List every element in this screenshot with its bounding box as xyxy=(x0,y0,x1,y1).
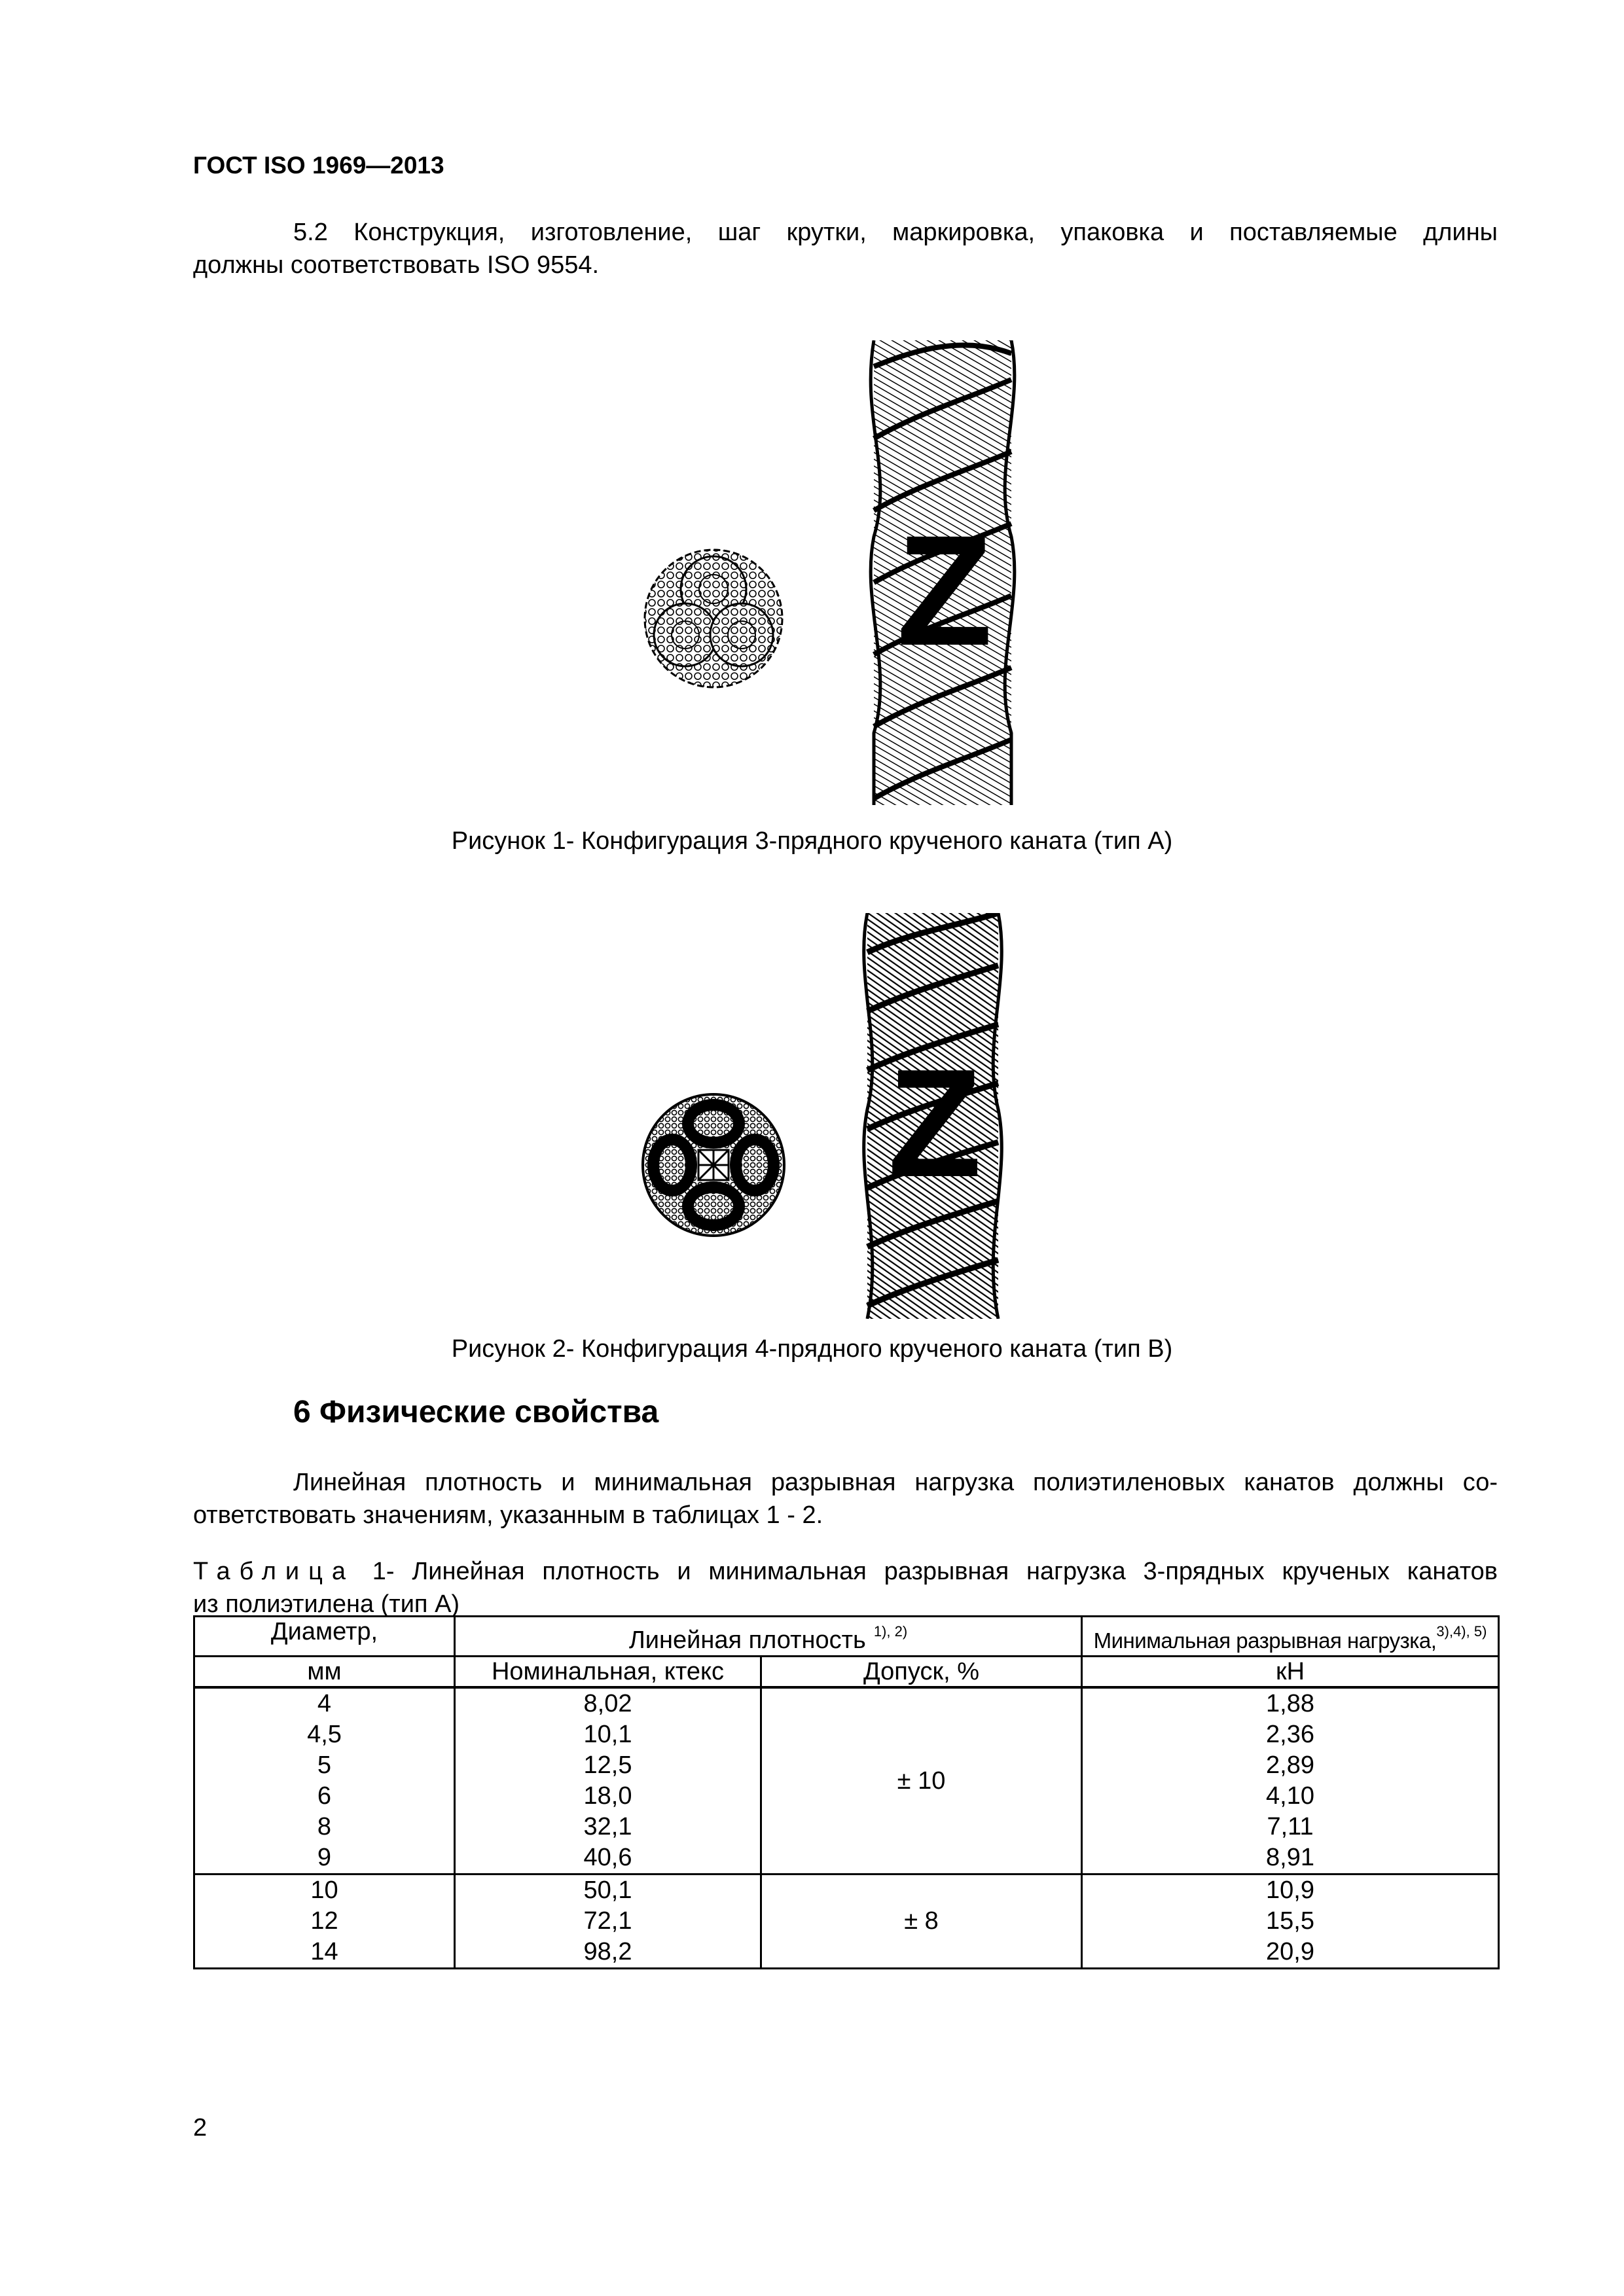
table1-group1-nominals xyxy=(455,1687,761,1874)
clause-5-2 xyxy=(193,216,1498,281)
table-cell-load: 4,10 xyxy=(1266,1782,1314,1810)
clause-5-2-line1: 5.2 Конструкция, изготовление, шаг крутки, маркировка, упаковка и поставляемые длины xyxy=(293,219,1498,246)
figure1-caption: Рисунок 1- Конфигурация 3-прядного крученого каната (тип А) xyxy=(451,827,1173,855)
table1-header-diameter-text: Диаметр, xyxy=(270,1618,378,1645)
table1-header-load-unit: кН xyxy=(1082,1657,1499,1688)
table-cell-diameter: 4 xyxy=(317,1690,332,1717)
figure2-twist-letter: Z xyxy=(888,1037,982,1209)
table1-header-row1 xyxy=(194,1617,1499,1657)
table-cell-load: 15,5 xyxy=(1266,1907,1314,1935)
table-cell-nominal: 40,6 xyxy=(583,1844,632,1871)
table1 xyxy=(193,1615,1500,1969)
table1-header-load xyxy=(1082,1617,1499,1657)
table-cell-diameter: 4,5 xyxy=(307,1721,342,1748)
table-cell-load: 2,36 xyxy=(1266,1721,1314,1748)
table-cell-nominal: 12,5 xyxy=(583,1751,632,1779)
table-cell-diameter: 14 xyxy=(310,1938,338,1965)
table-row xyxy=(194,1874,1499,1969)
table1-caption-line1 xyxy=(193,1555,1498,1588)
table1-header-load-text: Минимальная разрывная нагрузка, xyxy=(1093,1628,1437,1653)
table-cell-nominal: 8,02 xyxy=(583,1690,632,1717)
figure2-cross-section xyxy=(638,1090,789,1240)
table1-header-diameter-unit: мм xyxy=(194,1657,455,1688)
table1-header-density xyxy=(455,1617,1082,1657)
table-cell-diameter: 12 xyxy=(310,1907,338,1935)
clause-5-2-line2: должны соответствовать ISO 9554. xyxy=(193,251,600,279)
section-6-line1: Линейная плотность и минимальная разрывная нагрузка полиэтиленовых канатов должны со- xyxy=(293,1469,1498,1496)
figure1-twist-letter: Z xyxy=(896,503,993,678)
table-cell-nominal: 32,1 xyxy=(583,1813,632,1840)
table-cell-load: 2,89 xyxy=(1266,1751,1314,1779)
table1-header-density-notes: 1), 2) xyxy=(873,1623,908,1640)
page-number: 2 xyxy=(193,2114,208,2142)
table1-caption xyxy=(193,1555,1498,1621)
table1-group2-diameters xyxy=(194,1874,455,1969)
document-header: ГОСТ ISO 1969—2013 xyxy=(193,152,444,179)
section-6-paragraph xyxy=(193,1466,1498,1532)
figure2-rope-side-view xyxy=(857,913,1008,1319)
table-cell-load: 7,11 xyxy=(1267,1813,1314,1840)
table-cell-diameter: 9 xyxy=(317,1844,332,1871)
table-cell-diameter: 8 xyxy=(317,1813,332,1840)
table-cell-nominal: 18,0 xyxy=(583,1782,632,1810)
table1-header-load-notes: 3),4), 5) xyxy=(1436,1623,1487,1640)
table1-header-tolerance: Допуск, % xyxy=(761,1657,1082,1688)
table-cell-load: 20,9 xyxy=(1266,1938,1314,1965)
table1-caption-line2: из полиэтилена (тип А) xyxy=(193,1590,460,1618)
figure2-caption: Рисунок 2- Конфигурация 4-прядного крученого каната (тип В) xyxy=(451,1335,1173,1363)
table-cell-diameter: 6 xyxy=(317,1782,332,1810)
table-cell-nominal: 10,1 xyxy=(583,1721,632,1748)
table1-group2-loads xyxy=(1082,1874,1499,1969)
table1-caption-label: Таблица xyxy=(193,1558,355,1585)
table-cell-nominal: 72,1 xyxy=(583,1907,632,1935)
table1-caption-text: 1- Линейная плотность и минимальная разрывная нагрузка 3-прядных крученых канатов xyxy=(355,1558,1498,1585)
table-cell-load: 10,9 xyxy=(1266,1876,1314,1904)
table-cell-nominal: 98,2 xyxy=(583,1938,632,1965)
figure1-cross-section xyxy=(638,543,789,694)
table1-group1-loads xyxy=(1082,1687,1499,1874)
table1-group1-tolerance: ± 10 xyxy=(761,1687,1082,1874)
table1-header-density-text: Линейная плотность xyxy=(628,1626,866,1654)
table-row xyxy=(194,1687,1499,1874)
table-cell-diameter: 5 xyxy=(317,1751,332,1779)
table-cell-load: 1,88 xyxy=(1266,1690,1314,1717)
table1-group2-nominals xyxy=(455,1874,761,1969)
table1-group2-tolerance: ± 8 xyxy=(761,1874,1082,1969)
table1-header-row2 xyxy=(194,1657,1499,1688)
figure1-rope-side-view xyxy=(867,340,1018,805)
table1-header-nominal: Номинальная, ктекс xyxy=(455,1657,761,1688)
table-cell-load: 8,91 xyxy=(1266,1844,1314,1871)
table1-header-diameter xyxy=(194,1617,455,1657)
section-6-heading: 6 Физические свойства xyxy=(293,1395,659,1429)
table-cell-diameter: 10 xyxy=(310,1876,338,1904)
table-cell-nominal: 50,1 xyxy=(583,1876,632,1904)
section-6-line2: ответствовать значениям, указанным в таблицах 1 - 2. xyxy=(193,1501,823,1529)
table1-group1-diameters xyxy=(194,1687,455,1874)
